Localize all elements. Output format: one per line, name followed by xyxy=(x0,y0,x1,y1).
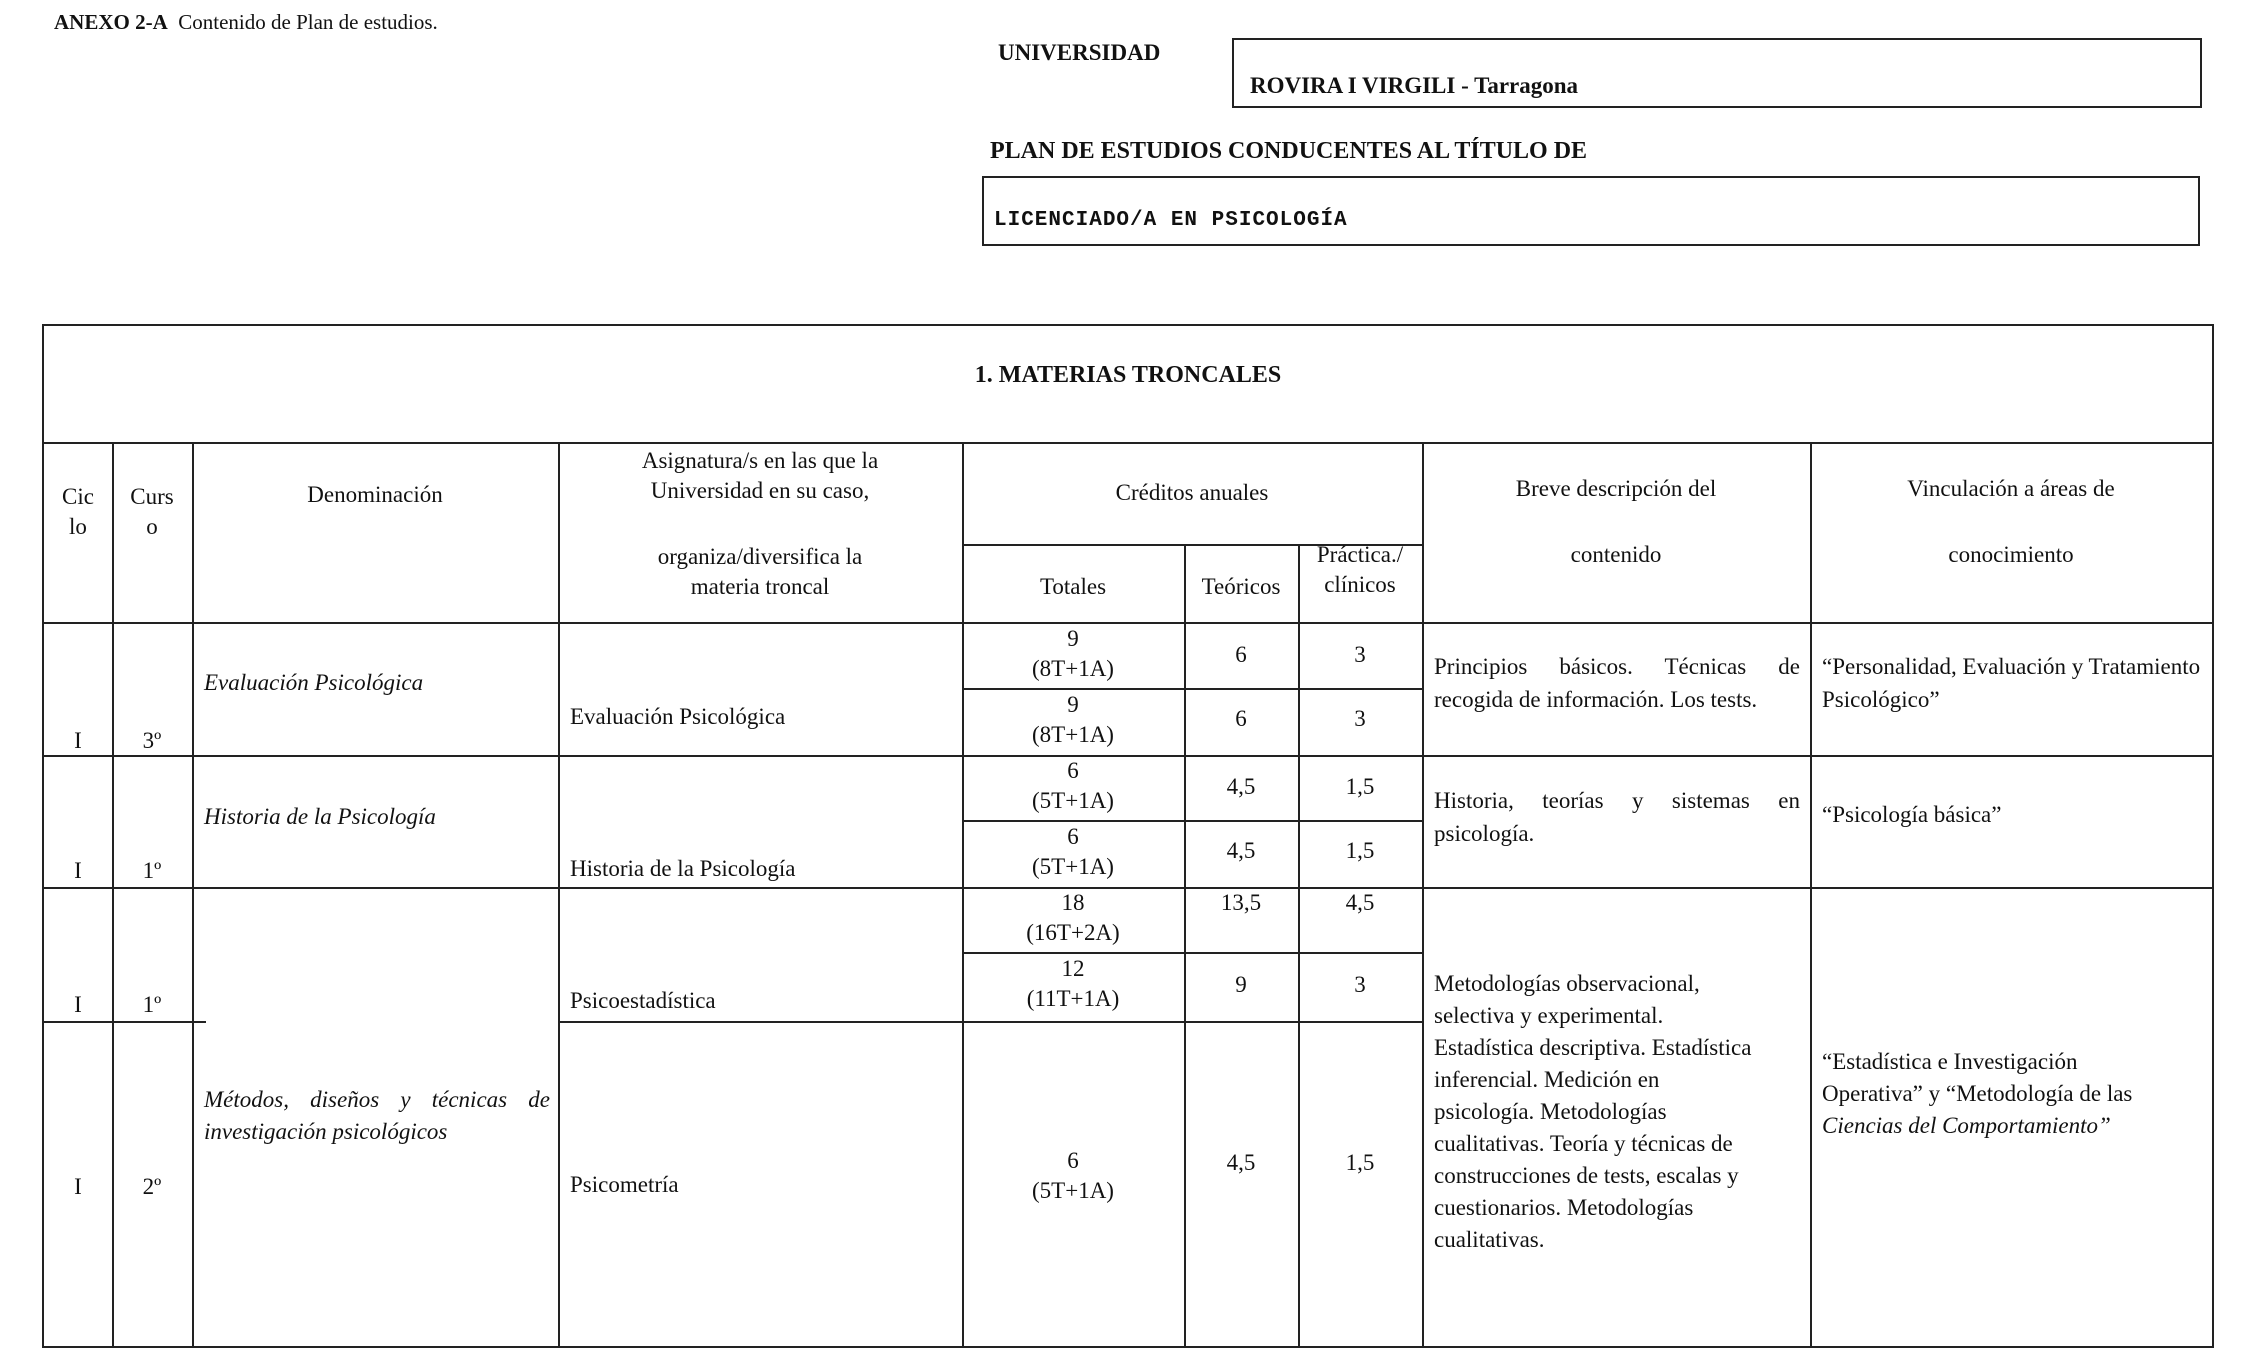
row3b-asignatura: Psicometría xyxy=(570,1172,679,1197)
row1a-practicos: 3 xyxy=(1354,642,1366,667)
row1a-total xyxy=(962,624,1184,684)
row2a-practicos: 1,5 xyxy=(1345,774,1375,799)
header-curso xyxy=(112,482,192,542)
header-totales: Totales xyxy=(1039,574,1107,599)
row3b-teoricos: 4,5 xyxy=(1226,1150,1256,1175)
header-descripcion-line2: contenido xyxy=(1570,542,1662,567)
row3-vinculacion-line: “Estadística e Investigación xyxy=(1822,1049,2078,1074)
header-asignatura-line4: materia troncal xyxy=(690,574,830,599)
row3a-asignatura: Psicoestadística xyxy=(570,988,716,1013)
row1b-total-detail: (8T+1A) xyxy=(1032,722,1114,747)
row2b-practicos: 1,5 xyxy=(1345,838,1375,863)
row3-group-total-value: 18 xyxy=(1061,890,1085,915)
header-curso-line2: o xyxy=(146,514,158,539)
row3a-teoricos: 9 xyxy=(1235,972,1247,997)
header-practicos-line2: clínicos xyxy=(1324,572,1396,597)
plan-label: PLAN DE ESTUDIOS CONDUCENTES AL TÍTULO DE xyxy=(990,138,1588,164)
header-asignatura-line2: Universidad en su caso, xyxy=(650,478,870,503)
row1-denominacion: Evaluación Psicológica xyxy=(204,670,424,695)
row3-descripcion-line: selectiva y experimental. xyxy=(1434,1003,1664,1028)
row1b-teoricos: 6 xyxy=(1235,706,1247,731)
row1-asignatura: Evaluación Psicológica xyxy=(570,704,786,729)
header-ciclo-line2: lo xyxy=(69,514,87,539)
row3b-practicos: 1,5 xyxy=(1345,1150,1375,1175)
materias-table xyxy=(42,324,2214,1348)
header-vinculacion xyxy=(1810,474,2212,570)
plan-value: LICENCIADO/A EN PSICOLOGÍA xyxy=(994,209,1348,232)
row3-descripcion-line: construcciones de tests, escalas y xyxy=(1434,1163,1739,1188)
row3-group-total-detail: (16T+2A) xyxy=(1026,920,1120,945)
university-label: UNIVERSIDAD xyxy=(998,40,1161,65)
row2-curso: 1º xyxy=(142,858,162,883)
row2a-total xyxy=(962,756,1184,816)
row3-curso-line xyxy=(126,1021,206,1023)
header-ciclo xyxy=(44,482,112,542)
row1a-total-value: 9 xyxy=(1067,626,1079,651)
row3a-ciclo: I xyxy=(74,992,82,1017)
row2b-total-detail: (5T+1A) xyxy=(1032,854,1114,879)
row2b-total xyxy=(962,822,1184,882)
col-descripcion-line xyxy=(1810,442,1812,1348)
row3-group-practicos: 4,5 xyxy=(1345,890,1375,915)
row3-vinculacion-line: Ciencias del Comportamiento” xyxy=(1822,1113,2111,1138)
row1a-teoricos: 6 xyxy=(1235,642,1247,667)
row2-ciclo: I xyxy=(74,858,82,883)
row3a-total-value: 12 xyxy=(1061,956,1085,981)
header-asignatura xyxy=(558,446,962,602)
row3a-practicos: 3 xyxy=(1354,972,1366,997)
header-vinculacion-line2: conocimiento xyxy=(1948,542,2074,567)
header-vinculacion-line1: Vinculación a áreas de xyxy=(1907,476,2115,501)
annex-text: Contenido de Plan de estudios. xyxy=(178,10,438,34)
header-asignatura-line3: organiza/diversifica la xyxy=(657,544,863,569)
annex-heading xyxy=(54,10,438,35)
row2-vinculacion: “Psicología básica” xyxy=(1822,802,2002,827)
row3a-total-detail: (11T+1A) xyxy=(1026,986,1120,1011)
header-teoricos: Teóricos xyxy=(1201,574,1281,599)
table-title: 1. MATERIAS TRONCALES xyxy=(974,362,1282,388)
row3-descripcion-line: Estadística descriptiva. Estadística xyxy=(1434,1035,1752,1060)
header-practicos-line1: Práctica./ xyxy=(1316,542,1404,567)
row3-group-teoricos: 13,5 xyxy=(1220,890,1262,915)
row3-vinculacion-line: Operativa” y “Metodología de las xyxy=(1822,1081,2133,1106)
header-denominacion: Denominación xyxy=(307,482,443,507)
row2a-teoricos: 4,5 xyxy=(1226,774,1256,799)
row3a-total xyxy=(962,954,1184,1014)
row1-vinculacion: “Personalidad, Evaluación y Tratamiento Psicológico” xyxy=(1822,654,2201,712)
row3-descripcion-line: psicología. Metodologías xyxy=(1434,1099,1667,1124)
row2a-total-value: 6 xyxy=(1067,758,1079,783)
row2a-total-detail: (5T+1A) xyxy=(1032,788,1114,813)
col-ciclo-line xyxy=(112,442,114,1348)
header-creditos: Créditos anuales xyxy=(1115,480,1269,505)
row3-descripcion-line: cuestionarios. Metodologías xyxy=(1434,1195,1694,1220)
title-separator xyxy=(44,442,2212,444)
row1b-practicos: 3 xyxy=(1354,706,1366,731)
row3b-ciclo: I xyxy=(74,1174,82,1199)
col-practicos-line xyxy=(1422,442,1424,1348)
row3-sub-line xyxy=(560,1021,1424,1023)
row2-asignatura: Historia de la Psicología xyxy=(570,856,796,881)
row1-ciclo: I xyxy=(74,728,82,753)
row2-denominacion: Historia de la Psicología xyxy=(204,804,436,829)
row3-vinculacion xyxy=(1822,1046,2208,1142)
row3-descripcion xyxy=(1434,968,1804,1256)
row1b-total-value: 9 xyxy=(1067,692,1079,717)
col-curso-line xyxy=(192,442,194,1348)
row3b-curso: 2º xyxy=(142,1174,162,1199)
row3b-total-value: 6 xyxy=(1067,1148,1079,1173)
row3b-total-detail: (5T+1A) xyxy=(1032,1178,1114,1203)
header-descripcion xyxy=(1422,474,1810,570)
row1b-total xyxy=(962,690,1184,750)
row3a-curso: 1º xyxy=(142,992,162,1017)
row1-descripcion: Principios básicos. Técnicas de recogida de información. Los tests. xyxy=(1434,654,1800,712)
row2b-total-value: 6 xyxy=(1067,824,1079,849)
header-descripcion-line1: Breve descripción del xyxy=(1515,476,1717,501)
row1-curso: 3º xyxy=(142,728,162,753)
row2-descripcion: Historia, teorías y sistemas en psicología. xyxy=(1434,788,1800,846)
row3b-total xyxy=(962,1146,1184,1206)
row1a-total-detail: (8T+1A) xyxy=(1032,656,1114,681)
header-ciclo-line1: Cic xyxy=(62,484,94,509)
row3-denominacion: Métodos, diseños y técnicas de investigación psicológicos xyxy=(204,1087,550,1144)
header-practicos xyxy=(1298,540,1422,600)
row3-descripcion-line: cualitativas. xyxy=(1434,1227,1545,1252)
row3-descripcion-line: inferencial. Medición en xyxy=(1434,1067,1660,1092)
header-asignatura-line1: Asignatura/s en las que la xyxy=(641,448,879,473)
row3-group-total xyxy=(962,888,1184,948)
header-curso-line1: Curs xyxy=(130,484,174,509)
university-value: ROVIRA I VIRGILI - Tarragona xyxy=(1250,73,1579,98)
row3-descripcion-line: cualitativas. Teoría y técnicas de xyxy=(1434,1131,1733,1156)
row3-descripcion-line: Metodologías observacional, xyxy=(1434,971,1700,996)
row2b-teoricos: 4,5 xyxy=(1226,838,1256,863)
annex-label: ANEXO 2-A xyxy=(54,10,168,34)
